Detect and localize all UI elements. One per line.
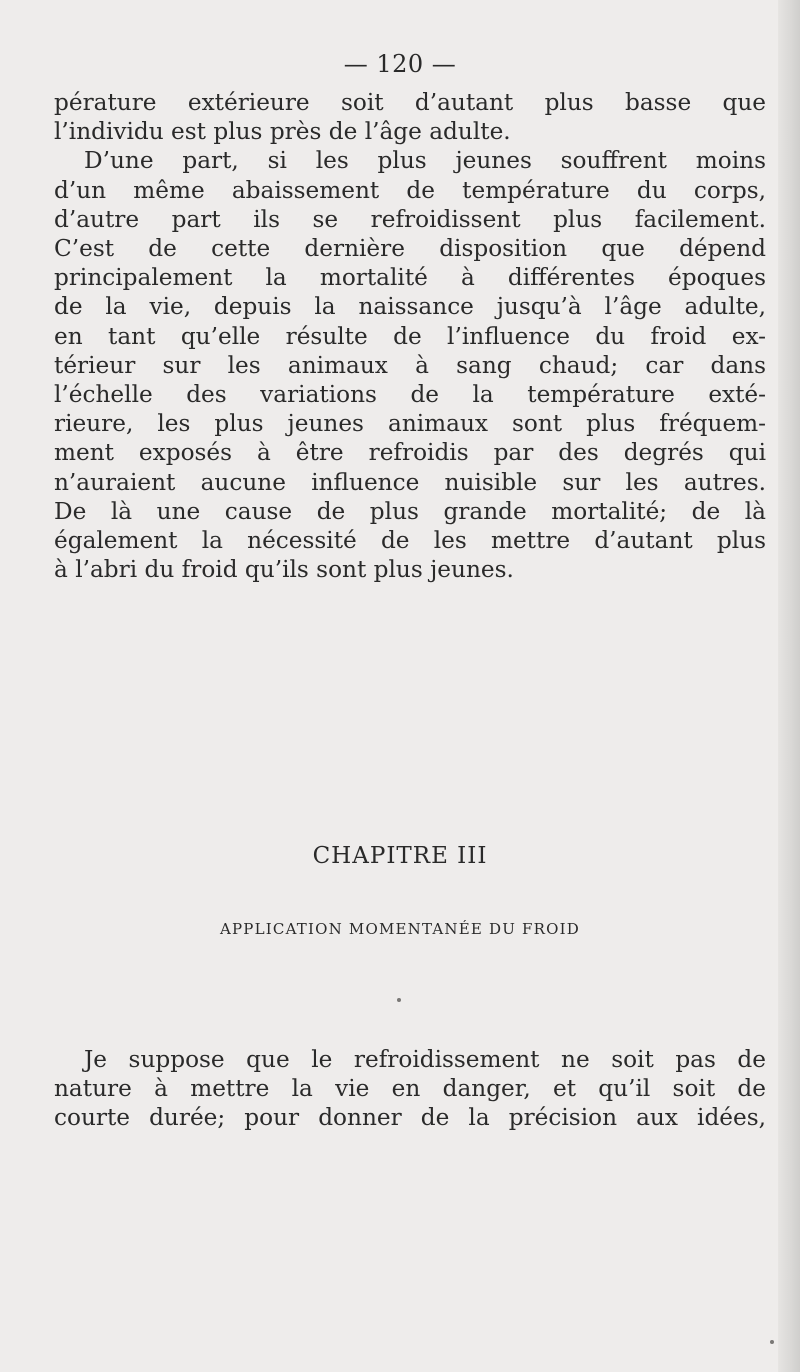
text-line: térieur sur les animaux à sang chaud; car dans (54, 351, 766, 379)
text-line: ment exposés à être refroidis par des degrés qui (54, 439, 766, 467)
text-line: en tant qu’elle résulte de l’influence du froid ex- (54, 322, 766, 350)
text-line: pérature extérieure soit d’autant plus basse que (54, 89, 766, 116)
chapter-subtitle: APPLICATION MOMENTANÉE DU FROID (219, 920, 580, 938)
text-line: principalement la mortalité à différentes époques (54, 264, 766, 292)
text-line: l’individu est plus près de l’âge adulte. (54, 118, 511, 146)
text-line: courte durée; pour donner de la précision aux idées, (54, 1104, 766, 1132)
chapter-title: CHAPITRE III (312, 843, 488, 869)
text-line: De là une cause de plus grande mortalité; de là (54, 497, 766, 525)
ink-speck (770, 1340, 774, 1344)
text-line: d’autre part ils se refroidissent plus facilement. (54, 205, 766, 233)
text-line: à l’abri du froid qu’ils sont plus jeunes. (54, 556, 514, 584)
text-line: C’est de cette dernière disposition que dépend (54, 235, 766, 263)
text-line: également la nécessité de les mettre d’autant plus (54, 527, 766, 555)
text-line: Je suppose que le refroidissement ne soit pas de (84, 1046, 766, 1073)
ink-speck (397, 998, 401, 1002)
text-line: rieure, les plus jeunes animaux sont plus fréquem- (54, 410, 766, 438)
text-line: l’échelle des variations de la température exté- (54, 381, 766, 409)
text-line: de la vie, depuis la naissance jusqu’à l’âge adulte, (54, 293, 766, 321)
text-line: n’auraient aucune influence nuisible sur les autres. (54, 468, 766, 496)
text-line: nature à mettre la vie en danger, et qu’il soit de (54, 1075, 766, 1103)
paragraph-2 (54, 1045, 766, 1133)
text-line: D’une part, si les plus jeunes souffrent moins (84, 147, 766, 175)
page-number: — 120 — (343, 50, 457, 78)
page-edge-shadow (778, 0, 800, 1372)
paragraph-1 (54, 88, 766, 584)
text-line: d’un même abaissement de température du corps, (54, 176, 766, 204)
